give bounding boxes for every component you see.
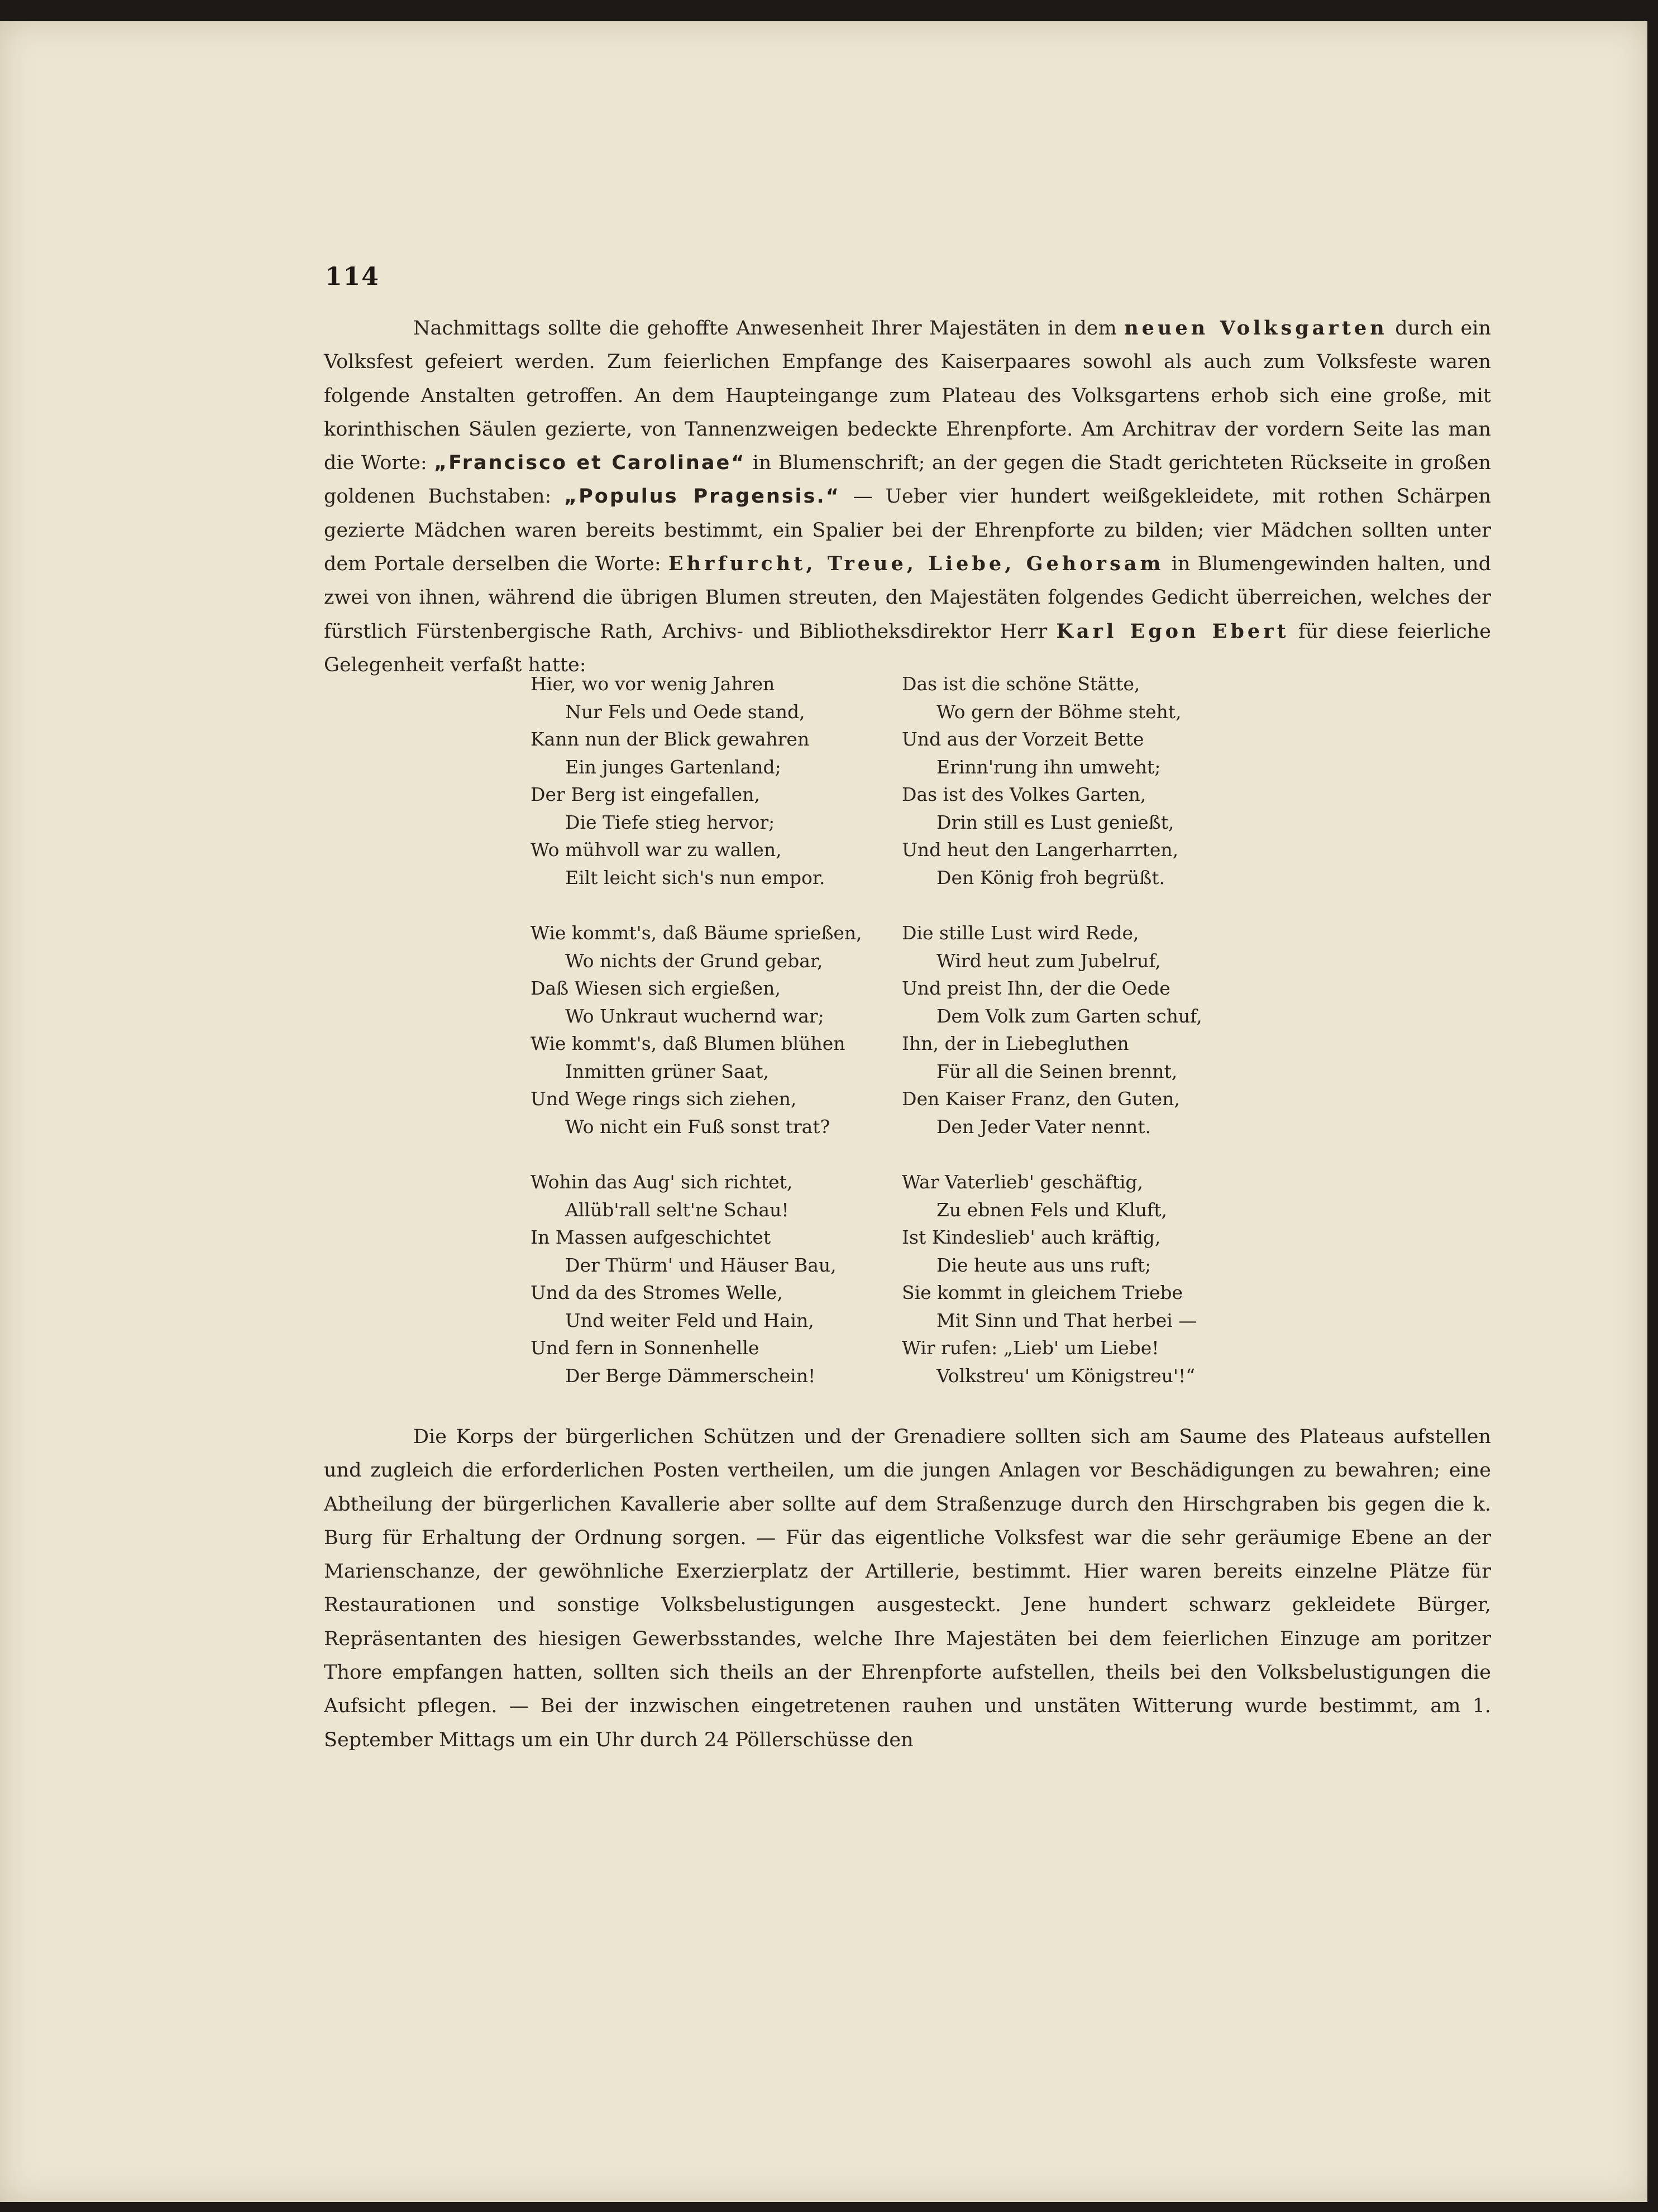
poem-line: Wird heut zum Jubelruf, (936, 949, 1161, 972)
poem-stanza (531, 670, 899, 891)
poem-line: Das ist die schöne Stätte, (902, 673, 1140, 695)
virtues-spaced: Ehrfurcht, Treue, Liebe, Gehorsam (668, 552, 1164, 576)
poem-line: War Vaterlieb' geschäftig, (902, 1171, 1143, 1193)
poem-line: Der Thürm' und Häuser Bau, (565, 1254, 837, 1276)
intro-text-5: in Blumengewinden halten, und zwei von ihnen, während die übrigen Blumen streuten, den Majestäten folgendes Gedicht überreichen, welches der fürstlich Fürstenbergische Rath, Archivs- und Bibliotheksdirektor Herr (324, 553, 1491, 643)
poem-stanza (531, 1168, 899, 1389)
poem-line: Kann nun der Blick gewahren (531, 728, 810, 750)
poem-line: Die heute aus uns ruft; (936, 1254, 1151, 1276)
poem-stanza (902, 919, 1270, 1140)
poem-line: Den Kaiser Franz, den Guten, (902, 1088, 1180, 1110)
poem-stanza (531, 919, 899, 1140)
poem-line: Mit Sinn und That herbei — (936, 1309, 1197, 1331)
poem-line: Und heut den Langerharrten, (902, 839, 1179, 861)
intro-text-4: — Ueber vier hundert weißgekleidete, mit rothen Schärpen gezierte Mädchen waren bereits bestimmt, ein Spalier bei der Ehrenpforte zu bilden; vier Mädchen sollten unter dem Portale derselben die Worte: (324, 485, 1491, 576)
poem-line: Der Berge Dämmerschein! (565, 1364, 816, 1387)
closing-paragraph (324, 1420, 1491, 1757)
poem-line: Und fern in Sonnenhelle (531, 1337, 759, 1359)
poem-line: Wie kommt's, daß Bäume sprießen, (531, 922, 862, 944)
poem-line: Wo nicht ein Fuß sonst trat? (565, 1115, 830, 1138)
poem-line: Nur Fels und Oede stand, (565, 700, 805, 723)
poem-line: Den Jeder Vater nennt. (936, 1115, 1151, 1138)
poem-line: Allüb'rall selt'ne Schau! (565, 1198, 789, 1221)
poem-line: Volkstreu' um Königstreu'!“ (936, 1364, 1196, 1387)
poem-line: Für all die Seinen brennt, (936, 1060, 1178, 1082)
book-page (0, 21, 1647, 2202)
intro-text-6: für diese feierliche Gelegenheit verfaßt hatte: (324, 620, 1492, 676)
intro-paragraph (324, 312, 1491, 682)
poem-line: Den König froh begrüßt. (936, 866, 1165, 888)
poem-line: Der Berg ist eingefallen, (531, 783, 760, 805)
poem-line: Und weiter Feld und Hain, (565, 1309, 814, 1331)
poem-line: Die stille Lust wird Rede, (902, 922, 1139, 944)
poem-line: Dem Volk zum Garten schuf, (936, 1005, 1202, 1027)
poem-line: Wohin das Aug' sich richtet, (531, 1171, 793, 1193)
page-number: 114 (325, 262, 380, 291)
poem-line: Wo nichts der Grund gebar, (565, 949, 823, 972)
poem-line: Daß Wiesen sich ergießen, (531, 977, 781, 999)
latin-inscription-front: „Francisco et Carolinae“ (434, 452, 746, 475)
poem-line: Wie kommt's, daß Blumen blühen (531, 1033, 845, 1054)
poem-line: Wo mühvoll war zu wallen, (531, 839, 782, 861)
poem-line: In Massen aufgeschichtet (531, 1226, 771, 1248)
poem-line: Sie kommt in gleichem Triebe (902, 1282, 1183, 1303)
intro-text-2: durch ein Volksfest gefeiert werden. Zum feierlichen Empfange des Kaiserpaares sowohl als auch zum Volksfeste waren folgende Anstalten getroffen. An dem Haupteingange zum Plateau des Volksgartens erhob sich eine große, mit korinthischen Säulen gezierte, von Tannenzweigen bedeckte Ehrenpforte. Am Architrav der vordern Seite las man die Worte: (324, 317, 1491, 475)
poem-line: Wir rufen: „Lieb' um Liebe! (902, 1337, 1159, 1359)
poem-line: Drin still es Lust genießt, (936, 811, 1174, 833)
poem-line: Und preist Ihn, der die Oede (902, 977, 1170, 999)
poem-line: Zu ebnen Fels und Kluft, (936, 1198, 1167, 1221)
author-name-spaced: Karl Egon Ebert (1056, 619, 1289, 643)
poem-line: Inmitten grüner Saat, (565, 1060, 769, 1082)
volksgarten-spaced: neuen Volksgarten (1124, 317, 1388, 340)
poem-line: Ein junges Gartenland; (565, 756, 781, 778)
poem-column-left (531, 670, 899, 1417)
intro-text-1: Nachmittags sollte die gehoffte Anwesenheit Ihrer Majestäten in dem (413, 317, 1125, 340)
poem-line: Und aus der Vorzeit Bette (902, 728, 1144, 750)
poem-line: Die Tiefe stieg hervor; (565, 811, 775, 833)
poem-line: Wo gern der Böhme steht, (936, 700, 1182, 723)
poem-column-right (902, 670, 1270, 1417)
poem-line: Hier, wo vor wenig Jahren (531, 673, 775, 695)
poem-line: Eilt leicht sich's nun empor. (565, 866, 825, 888)
closing-text: Die Korps der bürgerlichen Schützen und der Grenadiere sollten sich am Saume des Plateaus aufstellen und zugleich die erforderlichen Posten vertheilen, um die jungen Anlagen vor Beschädigungen zu bewahren; eine Abtheilung der bürgerlichen Kavallerie aber sollte auf dem Straßenzuge durch den Hirschgraben bis gegen die k. Burg für Erhaltung der Ordnung sorgen. — Für das eigentliche Volksfest war die sehr geräumige Ebene an der Marienschanze, der gewöhnliche Exerzierplatz der Artillerie, bestimmt. Hier waren bereits einzelne Plätze für Restaurationen und sonstige Volksbelustigungen ausgesteckt. Jene hundert schwarz gekleidete Bürger, Repräsentanten des hiesigen Gewerbsstandes, welche Ihre Majestäten bei dem feierlichen Einzuge am poritzer Thore empfangen hatten, sollten sich theils an der Ehrenpforte aufstellen, theils bei den Volksbelustigungen die Aufsicht pflegen. — Bei der inzwischen eingetretenen rauhen und unstäten Witterung wurde bestimmt, am 1. September Mittags um ein Uhr durch 24 Pöllerschüsse den (324, 1426, 1491, 1751)
latin-inscription-back: „Populus Pragensis.“ (564, 485, 840, 508)
intro-text-3: in Blumenschrift; an der gegen die Stadt gerichteten Rückseite in großen goldenen Buchstaben: (324, 452, 1491, 508)
poem-line: Ist Kindeslieb' auch kräftig, (902, 1226, 1161, 1248)
poem-line: Ihn, der in Liebegluthen (902, 1033, 1129, 1054)
poem-line: Das ist des Volkes Garten, (902, 783, 1146, 805)
poem-line: Und Wege rings sich ziehen, (531, 1088, 797, 1110)
poem-line: Erinn'rung ihn umweht; (936, 756, 1161, 778)
poem-line: Und da des Stromes Welle, (531, 1282, 783, 1303)
poem-stanza (902, 670, 1270, 891)
poem-stanza (902, 1168, 1270, 1389)
poem-line: Wo Unkraut wuchernd war; (565, 1005, 824, 1027)
